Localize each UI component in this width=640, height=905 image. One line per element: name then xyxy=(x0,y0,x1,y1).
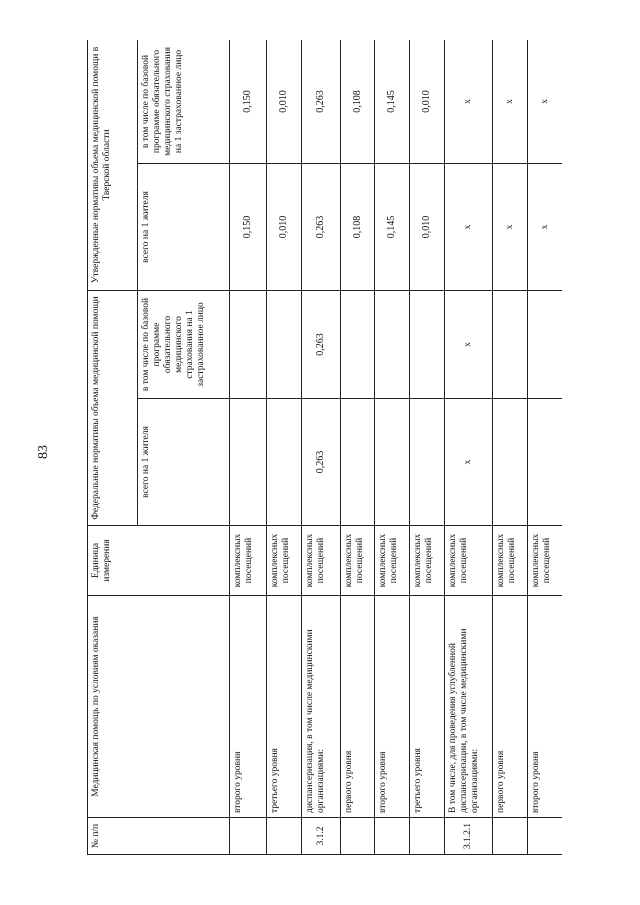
row-number xyxy=(493,818,528,855)
federal-per-insured-value xyxy=(410,290,445,398)
federal-per-insured-value xyxy=(375,290,410,398)
table-frame xyxy=(87,40,562,855)
row-name: второго уровня xyxy=(375,596,410,818)
header-type: Медицинская помощь по условиям оказания xyxy=(88,596,230,818)
header-no: № п/п xyxy=(88,818,230,855)
federal-per-resident-value xyxy=(528,399,563,526)
federal-per-resident-value xyxy=(493,399,528,526)
row-name: диспансеризация, в том числе медицинскими организациями: xyxy=(302,596,341,818)
row-name: второго уровня xyxy=(230,596,267,818)
federal-per-insured-value xyxy=(230,290,267,398)
row-name: первого уровня xyxy=(493,596,528,818)
row-name: В том числе, для проведения углубленной диспансеризации, в том числе медицинскими организациями: xyxy=(445,596,493,818)
regional-per-insured-value: 0,108 xyxy=(341,40,375,163)
regional-per-resident-value: 0,010 xyxy=(410,163,445,290)
row-name: третьего уровня xyxy=(267,596,302,818)
federal-per-insured-value xyxy=(267,290,302,398)
regional-per-insured-value: 0,145 xyxy=(375,40,410,163)
row-unit: комплексных посещений xyxy=(528,526,563,596)
rotated-table-container xyxy=(87,40,562,855)
regional-per-resident-value: 0,108 xyxy=(341,163,375,290)
table-row xyxy=(341,40,375,855)
regional-per-resident-value: 0,145 xyxy=(375,163,410,290)
table-row xyxy=(445,40,493,855)
regional-per-resident-value: 0,263 xyxy=(302,163,341,290)
row-name: третьего уровня xyxy=(410,596,445,818)
regional-per-insured-value: 0,263 xyxy=(302,40,341,163)
regional-per-insured-value: 0,150 xyxy=(230,40,267,163)
table-row xyxy=(410,40,445,855)
row-unit: комплексных посещений xyxy=(230,526,267,596)
header-regional-per-resident: всего на 1 жителя xyxy=(138,163,230,290)
table-row xyxy=(528,40,563,855)
row-name: первого уровня xyxy=(341,596,375,818)
table-row xyxy=(493,40,528,855)
regional-per-resident-value: x xyxy=(445,163,493,290)
row-number xyxy=(230,818,267,855)
federal-per-resident-value xyxy=(230,399,267,526)
regional-per-insured-value: x xyxy=(493,40,528,163)
federal-per-insured-value xyxy=(528,290,563,398)
regional-per-insured-value: 0,010 xyxy=(410,40,445,163)
federal-per-insured-value: x xyxy=(445,290,493,398)
federal-per-resident-value xyxy=(267,399,302,526)
federal-per-insured-value xyxy=(341,290,375,398)
row-number xyxy=(528,818,563,855)
row-number: 3.1.2 xyxy=(302,818,341,855)
regional-per-insured-value: x xyxy=(445,40,493,163)
federal-per-resident-value xyxy=(375,399,410,526)
header-regional: Утвержденные нормативы объема медицинской помощи в Тверской области xyxy=(88,40,138,290)
row-unit: комплексных посещений xyxy=(267,526,302,596)
row-number: 3.1.2.1 xyxy=(445,818,493,855)
row-unit: комплексных посещений xyxy=(375,526,410,596)
regional-per-resident-value: x xyxy=(493,163,528,290)
row-number xyxy=(410,818,445,855)
page-number: 83 xyxy=(36,445,51,459)
header-federal: Федеральные нормативы объема медицинской помощи xyxy=(88,290,138,525)
table-row xyxy=(375,40,410,855)
regional-per-insured-value: 0,010 xyxy=(267,40,302,163)
federal-per-insured-value xyxy=(493,290,528,398)
table-row xyxy=(302,40,341,855)
regional-per-resident-value: 0,010 xyxy=(267,163,302,290)
federal-per-resident-value xyxy=(410,399,445,526)
header-federal-per-resident: всего на 1 жителя xyxy=(138,399,230,526)
row-unit: комплексных посещений xyxy=(410,526,445,596)
row-number xyxy=(375,818,410,855)
table-row xyxy=(267,40,302,855)
row-name: второго уровня xyxy=(528,596,563,818)
federal-per-resident-value: x xyxy=(445,399,493,526)
row-number xyxy=(341,818,375,855)
row-number xyxy=(267,818,302,855)
regional-per-resident-value: 0,150 xyxy=(230,163,267,290)
table-row xyxy=(230,40,267,855)
row-unit: комплексных посещений xyxy=(493,526,528,596)
regional-per-insured-value: x xyxy=(528,40,563,163)
header-federal-per-insured: в том числе по базовой программе обязательного медицинского страхования на 1 застрахованное лицо xyxy=(138,290,230,398)
row-unit: комплексных посещений xyxy=(445,526,493,596)
federal-per-resident-value xyxy=(341,399,375,526)
regional-per-resident-value: x xyxy=(528,163,563,290)
row-unit: комплексных посещений xyxy=(302,526,341,596)
header-unit: Единица измерения xyxy=(88,526,230,596)
header-regional-per-insured: в том числе по базовой программе обязательного медицинского страхования на 1 застрахованное лицо xyxy=(138,40,230,163)
row-unit: комплексных посещений xyxy=(341,526,375,596)
federal-per-resident-value: 0,263 xyxy=(302,399,341,526)
norms-table xyxy=(87,40,562,855)
federal-per-insured-value: 0,263 xyxy=(302,290,341,398)
